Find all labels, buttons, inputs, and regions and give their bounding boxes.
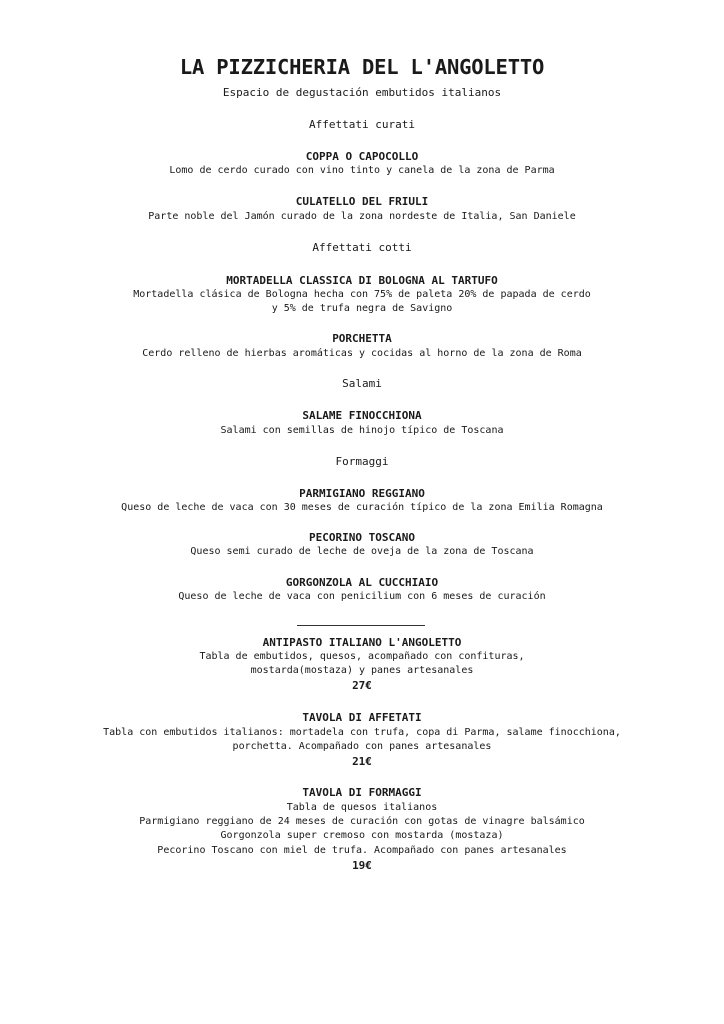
divider	[297, 625, 425, 626]
board-price: 27€	[352, 679, 372, 692]
board-name: ANTIPASTO ITALIANO L'ANGOLETTO	[262, 636, 462, 649]
board-description: Tabla de embutidos, quesos, acompañado con confituras,	[199, 651, 525, 662]
board-price: 19€	[352, 859, 372, 872]
item-name: PECORINO TOSCANO	[309, 531, 415, 544]
section-title: Affettati curati	[309, 118, 415, 131]
section-title: Formaggi	[335, 455, 389, 468]
item-description: Salami con semillas de hinojo típico de Toscana	[220, 425, 504, 436]
item-description: Queso semi curado de leche de oveja de la zona de Toscana	[190, 546, 534, 557]
item-description: Lomo de cerdo curado con vino tinto y canela de la zona de Parma	[169, 165, 555, 176]
board-description: Tabla de quesos italianos	[286, 802, 438, 813]
page-subtitle: Espacio de degustación embutidos italianos	[222, 86, 502, 99]
section-title: Salami	[342, 377, 382, 390]
board-description: mostarda(mostaza) y panes artesanales	[250, 665, 474, 676]
item-name: GORGONZOLA AL CUCCHIAIO	[285, 576, 439, 589]
item-name: SALAME FINOCCHIONA	[302, 409, 422, 422]
item-description: Parte noble del Jamón curado de la zona nordeste de Italia, San Daniele	[148, 211, 576, 222]
item-name: CULATELLO DEL FRIULI	[295, 195, 429, 208]
board-name: TAVOLA DI FORMAGGI	[302, 786, 422, 799]
item-description: Cerdo relleno de hierbas aromáticas y cocidas al horno de la zona de Roma	[142, 348, 582, 359]
board-description: Parmigiano reggiano de 24 meses de curación con gotas de vinagre balsámico	[139, 816, 585, 827]
item-name: MORTADELLA CLASSICA DI BOLOGNA AL TARTUFO	[226, 274, 498, 287]
board-description: Pecorino Toscano con miel de trufa. Acompañado con panes artesanales	[157, 845, 567, 856]
item-description: y 5% de trufa negra de Savigno	[271, 303, 453, 314]
board-description: Tabla con embutidos italianos: mortadela con trufa, copa di Parma, salame finocchiona,	[103, 727, 621, 738]
item-description: Mortadella clásica de Bologna hecha con 75% de paleta 20% de papada de cerdo	[133, 289, 591, 300]
board-price: 21€	[352, 755, 372, 768]
item-description: Queso de leche de vaca con 30 meses de curación típico de la zona Emilia Romagna	[121, 502, 603, 513]
board-description: porchetta. Acompañado con panes artesanales	[232, 741, 492, 752]
item-name: COPPA O CAPOCOLLO	[305, 150, 419, 163]
board-name: TAVOLA DI AFFETATI	[302, 711, 422, 724]
item-name: PORCHETTA	[332, 332, 392, 345]
item-description: Queso de leche de vaca con penicilium con 6 meses de curación	[178, 591, 546, 602]
board-description: Gorgonzola super cremoso con mostarda (mostaza)	[220, 830, 504, 841]
page-title: LA PIZZICHERIA DEL L'ANGOLETTO	[179, 55, 545, 79]
item-name: PARMIGIANO REGGIANO	[299, 487, 425, 500]
section-title: Affettati cotti	[312, 241, 412, 254]
